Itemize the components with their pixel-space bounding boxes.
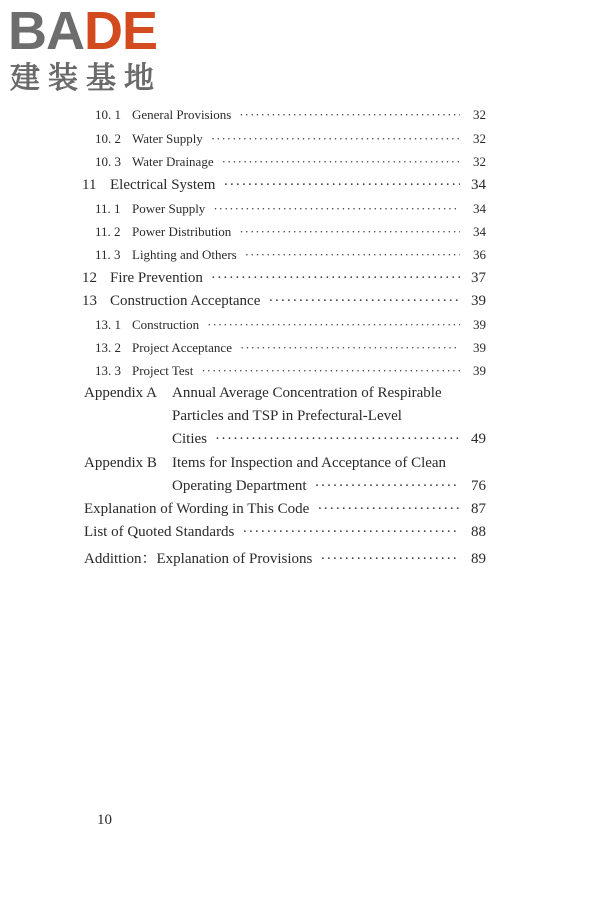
logo-wordmark-prefix: BA [8,1,84,61]
toc-entry-10-1[interactable] [95,107,486,123]
toc-title: Construction [132,317,200,332]
toc-number: Appendix A [84,385,157,401]
dot-leader [315,478,460,495]
toc-entry-explanation-of-wording[interactable] [84,501,486,518]
toc-title: Project Test [132,363,194,378]
logo-wordmark-suffix: DE [84,1,158,61]
toc-title-line-1: Annual Average Concentration of Respirable [172,385,442,401]
toc-page: 39 [471,293,486,309]
toc-entry-quoted-standards[interactable] [84,524,486,541]
toc-title-line-1: Items for Inspection and Acceptance of Clean [172,455,447,471]
dot-leader [201,363,460,379]
toc-number: Appendix B [84,455,157,471]
toc-entry-10-2[interactable] [95,131,486,147]
dot-leader [207,317,460,333]
toc-number: 13 [82,293,97,309]
toc-page: 37 [471,270,486,286]
toc-title: General Provisions [132,107,232,122]
toc-title: Water Drainage [132,154,214,169]
dot-leader [317,501,460,518]
toc-page: 34 [473,224,486,239]
toc-entry-13[interactable] [82,293,486,310]
toc-page: 39 [473,317,486,332]
toc-title: Construction Acceptance [110,293,261,309]
toc-number: 11. 2 [95,224,121,239]
dot-leader [239,224,460,240]
toc-page: 87 [471,501,486,517]
toc-entry-13-1[interactable] [95,317,486,333]
dot-leader [240,340,460,356]
dot-leader [223,177,460,194]
toc-number: 10. 3 [95,154,121,169]
toc-page: 36 [473,247,486,262]
dot-leader [320,551,460,568]
toc-page: 39 [473,340,486,355]
toc-last-line [172,478,486,495]
toc-title: Addittion：Explanation of Provisions [84,551,313,567]
toc-title: Electrical System [110,177,216,193]
toc-page: 89 [471,551,486,567]
toc-title: Explanation of Wording in This Code [84,501,310,517]
toc-number: 12 [82,270,97,286]
toc-number: 13. 3 [95,363,121,378]
toc-page: 39 [473,363,486,378]
toc-title-line-2: Operating Department [172,478,307,494]
toc-number: 13. 2 [95,340,121,355]
toc-number: 11 [82,177,97,193]
toc-entry-13-2[interactable] [95,340,486,356]
dot-leader [245,247,460,263]
toc-page: 34 [471,177,486,193]
toc-number: 13. 1 [95,317,121,332]
toc-entry-11-1[interactable] [95,201,486,217]
dot-leader [239,107,460,123]
toc-title: Power Supply [132,201,206,216]
toc-page: 76 [471,478,486,494]
toc-title: List of Quoted Standards [84,524,235,540]
dot-leader [211,270,460,287]
dot-leader [211,131,460,147]
dot-leader [268,293,460,310]
toc-entry-11-2[interactable] [95,224,486,240]
toc-entry-10-3[interactable] [95,154,486,170]
toc-entry-13-3[interactable] [95,363,486,379]
dot-leader [213,201,460,217]
toc-title: Lighting and Others [132,247,237,262]
toc-number: 11. 3 [95,247,121,262]
toc-title: Water Supply [132,131,203,146]
toc-title: Fire Prevention [110,270,203,286]
toc-number: 10. 1 [95,107,121,122]
toc-entry-explanation-of-provisions[interactable] [84,547,486,568]
toc-entry-12[interactable] [82,270,486,287]
toc-page: 34 [473,201,486,216]
toc-title-line-3: Cities [172,431,208,447]
dot-leader [215,431,460,448]
toc-page: 49 [471,431,486,447]
page-number: 10 [97,812,112,828]
toc-title-line-2: Particles and TSP in Prefectural-Level [172,408,402,424]
toc-title: Power Distribution [132,224,232,239]
toc-title: Project Acceptance [132,340,232,355]
toc-entry-11-3[interactable] [95,247,486,263]
toc-last-line [172,431,486,448]
logo-chinese-name: 建装基地 [10,61,162,96]
toc-page: 32 [473,107,486,122]
toc-page: 88 [471,524,486,540]
toc-entry-11[interactable] [82,177,486,194]
toc-page: 32 [473,131,486,146]
toc-number: 10. 2 [95,131,121,146]
toc-page: 32 [473,154,486,169]
dot-leader [242,524,460,541]
dot-leader [222,154,460,170]
toc-number: 11. 1 [95,201,121,216]
